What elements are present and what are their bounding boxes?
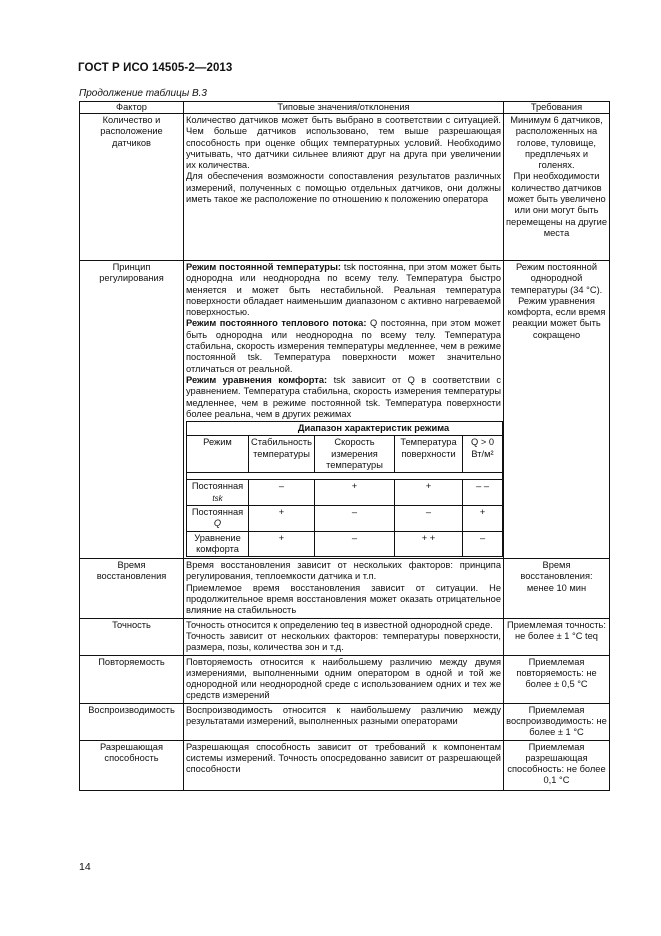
subtable-row: [187, 505, 503, 531]
requirement-paragraph: Режим постоянной однородной температуры (34 °С).: [510, 262, 603, 295]
mode-title: Режим постоянной температуры:: [186, 262, 342, 272]
subtable-cell: –: [463, 531, 503, 557]
table-row: [80, 618, 610, 655]
column-header-factor: Фактор: [80, 102, 184, 114]
subtable-cell: +: [249, 505, 315, 531]
column-header-requirements: Требования: [504, 102, 610, 114]
requirements-cell: Приемлемая разрешающая способность: не более 0,1 °С: [504, 740, 610, 790]
mode-text: tsk зависит от Q в соответствии с уравнением. Температура стабильна, скорость измерения температуры медленнее, чем в режиме постоянной tsk. Температура поверхности более реальна, чем в других режимах: [186, 374, 501, 419]
subtable-cell: –: [315, 505, 395, 531]
factor-cell: Воспроизводимость: [80, 703, 184, 740]
mode-paragraph: [186, 262, 501, 318]
subtable-caption: Диапазон характеристик режима: [187, 422, 503, 436]
subtable-cell: –: [395, 505, 463, 531]
subtable-mode: Постоянная Q: [187, 505, 249, 531]
value-paragraph: Время восстановления зависит от нескольких факторов: принципа регулирования, теплоемкости датчика и т.п.: [186, 560, 501, 582]
value-paragraph: Точность относится к определению teq в известной однородной среде.: [186, 619, 493, 630]
requirements-cell: [504, 261, 610, 559]
subtable-mode: Уравнение комфорта: [187, 531, 249, 557]
subtable-cell: –: [315, 531, 395, 557]
factor-cell: Разрешающая способность: [80, 740, 184, 790]
subtable-cell: +: [463, 505, 503, 531]
document-header: ГОСТ Р ИСО 14505-2—2013: [78, 62, 233, 74]
requirement-paragraph: Минимум 6 датчиков, расположенных на голове, туловище, предплечьях и голенях.: [510, 115, 603, 171]
subtable-mode: Постоянная tsk: [187, 480, 249, 506]
subtable-cell: +: [249, 531, 315, 557]
values-cell: Разрешающая способность зависит от требований к компонентам системы измерений. Точность опосредованно зависит от разрешающей способности: [184, 740, 504, 790]
requirements-cell: Приемлемая воспроизводимость: не более ± 1 °С: [504, 703, 610, 740]
requirements-cell: Время восстановления: менее 10 мин: [504, 559, 610, 618]
subtable-header: Скорость измерения температуры: [315, 436, 395, 473]
value-paragraph: Для обеспечения возможности сопоставления результатов различных измерений, полученных с помощью отдельных датчиков, они должны иметь такое же расположение по отношению к положению оператора: [186, 171, 501, 205]
subtable-cell: +: [395, 480, 463, 506]
requirements-cell: Приемлемая повторяемость: не более ± 0,5 °С: [504, 655, 610, 703]
values-cell: Воспроизводимость относится к наибольшему различию между результатами измерений, выполненных разными операторами: [184, 703, 504, 740]
factor-cell: Повторяемость: [80, 655, 184, 703]
column-header-values: Типовые значения/отклонения: [184, 102, 504, 114]
subtable-row: [187, 480, 503, 506]
mode-range-subtable: [186, 421, 503, 557]
mode-text: Q постоянна, при этом может быть однородна или неоднородна по всему телу. Температура стабильна, скорость измерения температуры медленнее, чем в режиме постоянной tsk. Температура поверхности может значительно отличаться от реальной.: [186, 318, 501, 374]
table-row: [80, 114, 610, 261]
table-row: [80, 655, 610, 703]
values-cell: [184, 114, 504, 261]
requirements-cell: Приемлемая точность: не более ± 1 °С teq: [504, 618, 610, 655]
factor-cell: Время восстановления: [80, 559, 184, 618]
factor-cell: Количество и расположение датчиков: [80, 114, 184, 261]
mode-text: tsk постоянна, при этом может быть однородна или неоднородна по всему телу. Температура быстро меняется и может быть нестабильной. Реальная температура поверхности обладает наименьшим диапазоном с активно нагреваемой поверхностью.: [186, 262, 501, 318]
values-cell: [184, 261, 504, 559]
subtable-header: Режим: [187, 436, 249, 473]
mode-title: Режим постоянного теплового потока:: [186, 318, 367, 329]
values-cell: [184, 559, 504, 618]
subtable-cell: –: [249, 480, 315, 506]
requirement-paragraph: Режим уравнения комфорта, если время реакции может быть сокращено: [507, 295, 606, 340]
subtable-cell: + +: [395, 531, 463, 557]
mode-title: Режим уравнения комфорта:: [186, 374, 328, 385]
value-paragraph: Приемлемое время восстановления зависит от ситуации. Не продолжительное время восстановления может оказать отрицательное влияние на стабильность: [186, 582, 501, 616]
factor-cell: Принцип регулирования: [80, 261, 184, 559]
subtable-cell: +: [315, 480, 395, 506]
table-row: [80, 740, 610, 790]
subtable-header: Температура поверхности: [395, 436, 463, 473]
table-header-row: [80, 102, 610, 114]
subtable-header: Q > 0 Вт/м²: [463, 436, 503, 473]
values-cell: Повторяемость относится к наибольшему различию между двумя измерениями, выполненными одним оператором в одной и той же однородной или неоднородной среде с использованием одних и тех же средств измерений: [184, 655, 504, 703]
table-caption: Продолжение таблицы В.3: [79, 88, 207, 99]
table-row: [80, 703, 610, 740]
mode-paragraph: [186, 375, 501, 420]
subtable-cell: – –: [463, 480, 503, 506]
table-row: [80, 261, 610, 559]
mode-paragraph: [186, 318, 501, 374]
requirements-cell: [504, 114, 610, 261]
page-number: 14: [79, 861, 91, 873]
values-cell: [184, 618, 504, 655]
subtable-row: [187, 531, 503, 557]
requirement-paragraph: При необходимости количество датчиков может быть увеличено или они могут быть перемещены на другие места: [506, 171, 608, 238]
table-row: [80, 559, 610, 618]
value-paragraph: Количество датчиков может быть выбрано в соответствии с ситуацией. Чем больше датчиков использовано, тем выше разрешающая способность при оценке общих температурных условий. Необходимо учитывать, что датчики сильнее влияют друг на друга при увеличении их количества.: [186, 115, 501, 171]
subtable-header: Стабильность температуры: [249, 436, 315, 473]
subtable-header-row: [187, 436, 503, 473]
factor-cell: Точность: [80, 618, 184, 655]
specification-table: [79, 101, 610, 791]
value-paragraph: Точность зависит от нескольких факторов: температуры поверхности, размера, позы, количества зон и т.д.: [186, 630, 501, 653]
